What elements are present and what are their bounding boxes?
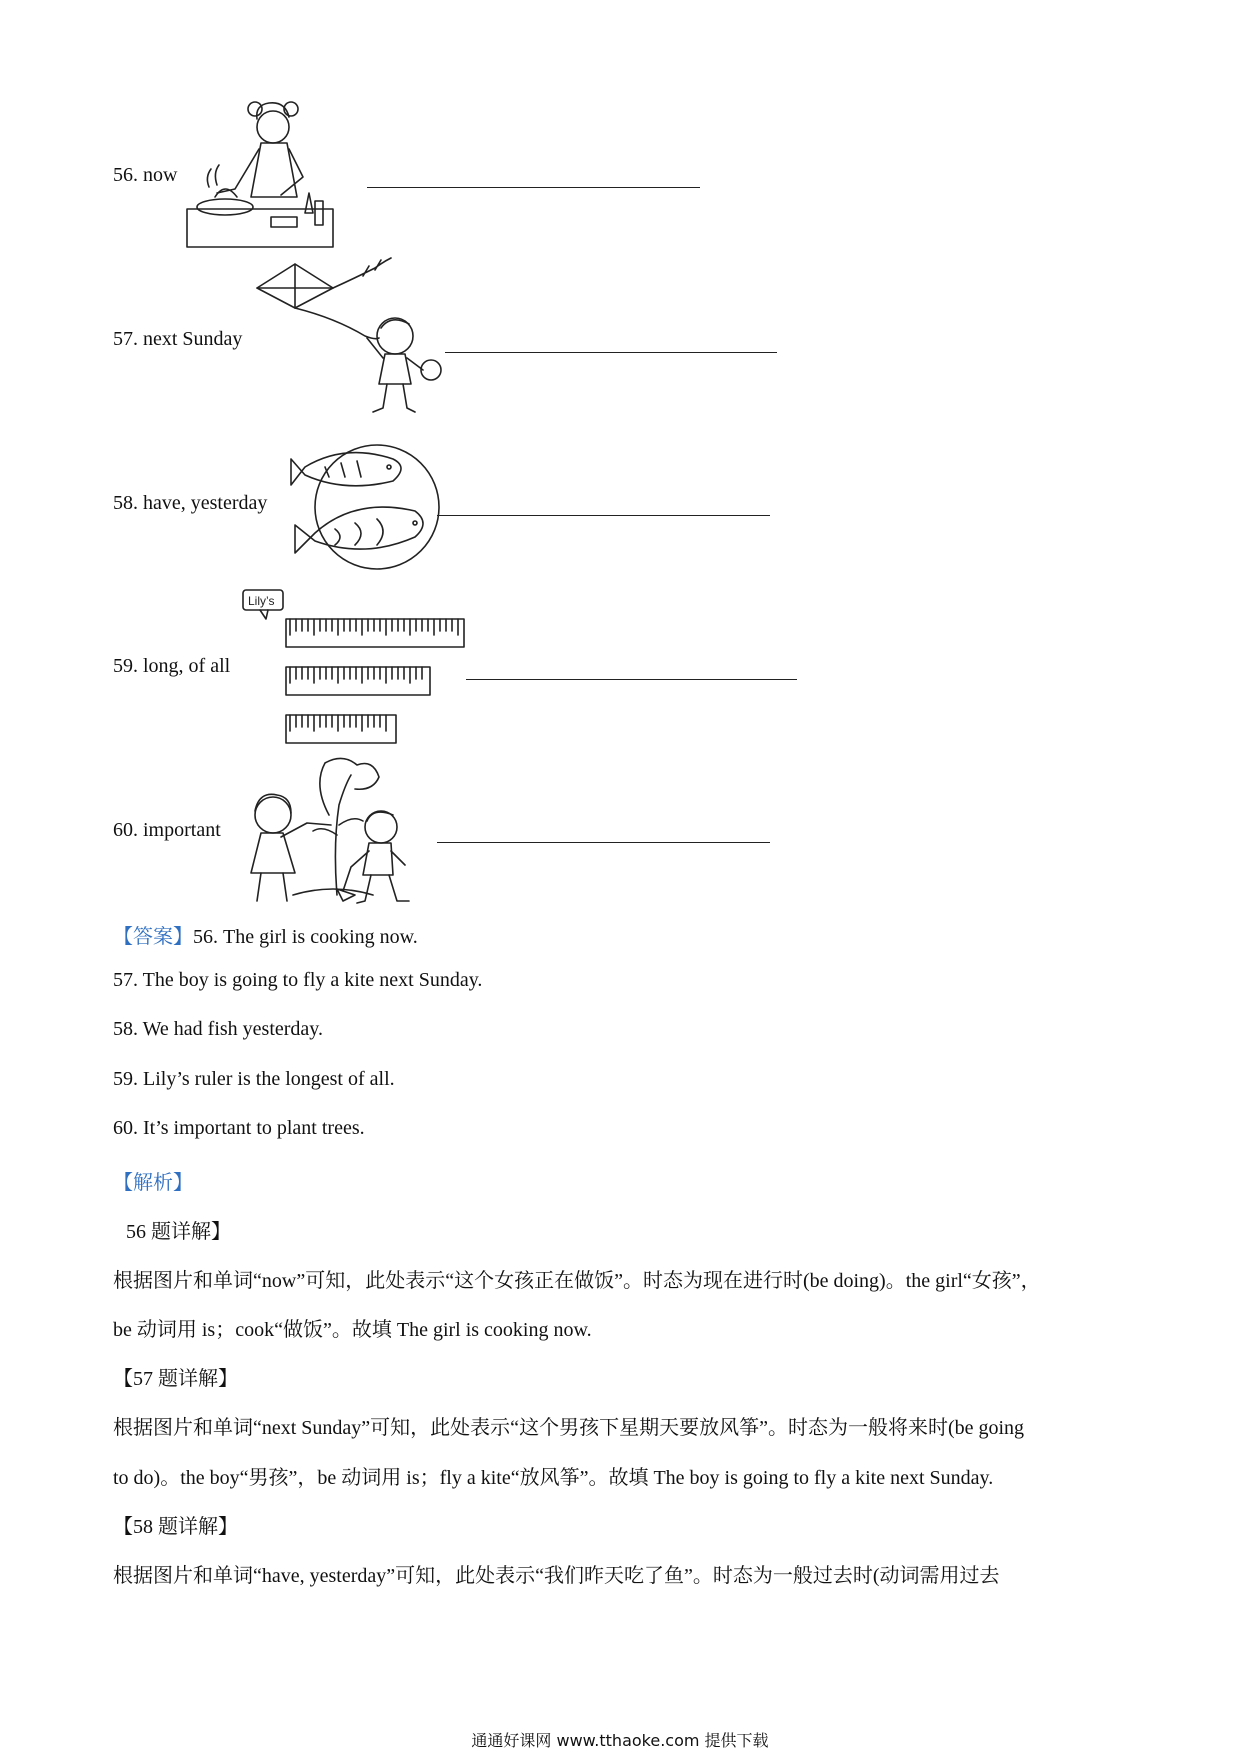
tree-planting-illustration (233, 755, 443, 905)
analysis-58-heading: 【58 题详解】 (113, 1516, 238, 1538)
analysis-57-line-1: 根据图片和单词“next Sunday”可知，此处表示“这个男孩下星期天要放风筝”。时态为一般将来时(be going (113, 1417, 1025, 1439)
answer-line-60[interactable] (437, 842, 770, 843)
fish-plate-illustration (285, 437, 445, 573)
question-59-prompt: 59. long, of all (113, 655, 231, 677)
analysis-56-line-2: be 动词用 is；cook“做饭”。故填 The girl is cooking now. (113, 1319, 592, 1341)
answer-line-2: 57. The boy is going to fly a kite next Sunday. (113, 969, 483, 991)
question-60-prompt: 60. important (113, 819, 221, 841)
answer-line-1 (113, 920, 418, 949)
analysis-57-heading: 【57 题详解】 (113, 1368, 238, 1390)
answer-text: 56. The girl is cooking now. (193, 926, 418, 948)
answer-tag: 【答案】 (113, 926, 193, 948)
question-56-prompt: 56. now (113, 164, 178, 186)
analysis-58-line-1: 根据图片和单词“have, yesterday”可知，此处表示“我们昨天吃了鱼”。时态为一般过去时(动词需用过去 (113, 1565, 1000, 1587)
question-57-prompt: 57. next Sunday (113, 328, 243, 350)
cooking-girl-illustration (185, 97, 355, 257)
analysis-56-line-1: 根据图片和单词“now”可知，此处表示“这个女孩正在做饭”。时态为现在进行时(be doing)。the girl“女孩”， (113, 1270, 1041, 1292)
analysis-tag: 【解析】 (113, 1172, 193, 1194)
answer-line-58[interactable] (437, 515, 770, 516)
page-footer: 通通好课网 www.tthaoke.com 提供下载 (471, 1731, 769, 1750)
answer-line-59[interactable] (466, 679, 797, 680)
answer-line-3: 58. We had fish yesterday. (113, 1018, 323, 1040)
question-58-prompt: 58. have, yesterday (113, 492, 268, 514)
answer-line-57[interactable] (445, 352, 777, 353)
analysis-56-heading: 56 题详解】 (126, 1221, 231, 1243)
ruler-owner-label: Lily’s (248, 594, 275, 608)
analysis-57-line-2: to do)。the boy“男孩”，be 动词用 is；fly a kite“放风筝”。故填 The boy is going to fly a kite next Sunday. (113, 1467, 994, 1489)
rulers-illustration (242, 589, 472, 749)
kite-boy-illustration (255, 258, 455, 423)
answer-line-5: 60. It’s important to plant trees. (113, 1117, 365, 1139)
answer-line-4: 59. Lily’s ruler is the longest of all. (113, 1068, 395, 1090)
answer-line-56[interactable] (367, 187, 700, 188)
